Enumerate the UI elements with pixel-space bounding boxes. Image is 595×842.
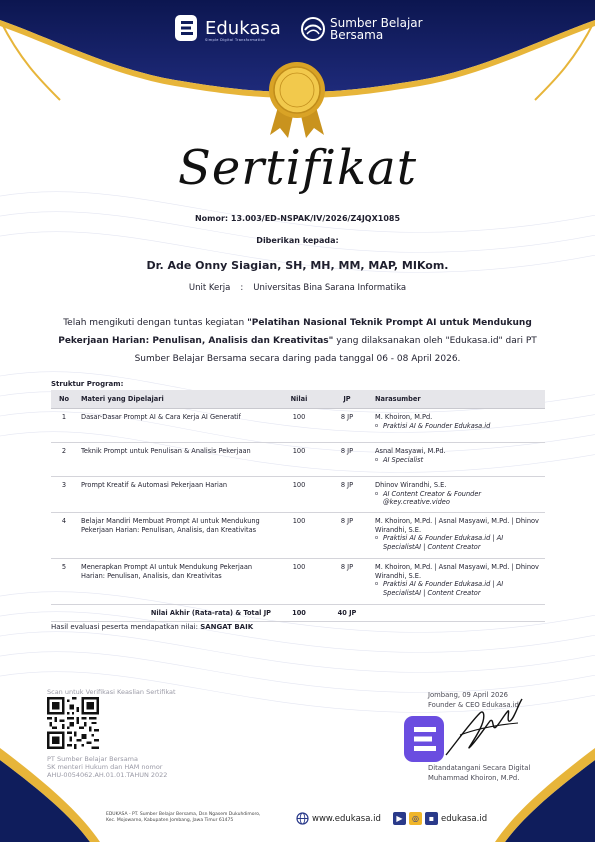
qr-code-icon[interactable] — [47, 697, 99, 749]
total-jp: 40 JP — [323, 605, 371, 622]
row-nilai: 100 — [275, 443, 323, 477]
narasumber-role: o Praktisi AI & Founder Edukasa.id | AI SpecialistAI | Content Creator — [375, 580, 541, 597]
address-line-1: EDUKASA - PT. Sumber Belajar Bersama, Dsn Ngasem Dukuhdimoro, — [106, 812, 261, 817]
row-narasumber — [371, 559, 545, 605]
table-row — [51, 443, 545, 477]
narasumber-role: o Praktisi AI & Founder Edukasa.id — [375, 422, 541, 431]
row-materi: Belajar Mandiri Membuat Prompt AI untuk Mendukung Pekerjaan Harian: Penulisan, Analisis, dan Kreativitas — [77, 513, 275, 559]
total-spacer — [51, 605, 77, 622]
youtube-icon[interactable]: ▶ — [393, 812, 406, 825]
narasumber-name: Asnal Masyawi, M.Pd. — [375, 447, 446, 455]
row-nilai: 100 — [275, 559, 323, 605]
sumber-belajar-logo-icon — [300, 16, 326, 42]
linkedin-icon[interactable]: ▪ — [425, 812, 438, 825]
edukasa-logo-tagline: Simple Digital Transformation — [205, 38, 266, 42]
row-no: 2 — [51, 443, 77, 477]
narasumber-name: M. Khoiron, M.Pd. — [375, 413, 433, 421]
sign-digital-note: Ditandatangani Secara Digital — [428, 764, 531, 772]
recipient-name: Dr. Ade Onny Siagian, SH, MH, MM, MAP, MIKom. — [146, 259, 449, 272]
social-handle[interactable]: edukasa.id — [441, 813, 488, 824]
program-table-header — [51, 390, 545, 409]
description-event-name: "Pelatihan Nasional Teknik Prompt AI untuk Mendukung Pekerjaan Harian: Penulisan, Analisis dan Kreativitas" — [58, 318, 532, 346]
unit-kerja-value: Universitas Bina Sarana Informatika — [253, 283, 407, 293]
edukasa-logo-text: Edukasa — [205, 17, 281, 39]
company-name: PT Sumber Belajar Bersama — [47, 755, 138, 763]
company-info — [47, 755, 167, 779]
narasumber-role: o AI Content Creator & Founder @key.creative.video — [375, 490, 541, 507]
sign-name: Muhammad Khoiron, M.Pd. — [428, 774, 520, 782]
total-label: Nilai Akhir (Rata-rata) & Total JP — [77, 605, 275, 622]
table-row — [51, 409, 545, 443]
col-jp: JP — [323, 390, 371, 409]
col-nilai: Nilai — [275, 390, 323, 409]
narasumber-name: Dhinov Wirandhi, S.E. — [375, 481, 447, 489]
row-nilai: 100 — [275, 513, 323, 559]
total-nilai: 100 — [275, 605, 323, 622]
col-no: No — [51, 390, 77, 409]
company-ahu: AHU-0054062.AH.01.01.TAHUN 2022 — [47, 771, 168, 779]
program-table — [51, 390, 545, 622]
evaluation-value: SANGAT BAIK — [200, 623, 254, 631]
certificate-description — [50, 314, 545, 368]
globe-icon — [296, 812, 309, 825]
table-row — [51, 559, 545, 605]
row-materi: Prompt Kreatif & Automasi Pekerjaan Harian — [77, 477, 275, 513]
row-jp: 8 JP — [323, 409, 371, 443]
total-empty — [371, 605, 545, 622]
narasumber-name: M. Khoiron, M.Pd. | Asnal Masyawi, M.Pd. | Dhinov Wirandhi, S.E. — [375, 563, 539, 580]
footer-social[interactable] — [393, 812, 487, 825]
website-text[interactable]: www.edukasa.id — [312, 813, 381, 824]
row-nilai: 100 — [275, 409, 323, 443]
narasumber-name: M. Khoiron, M.Pd. | Asnal Masyawi, M.Pd. | Dhinov Wirandhi, S.E. — [375, 517, 539, 534]
table-total-row — [51, 605, 545, 622]
scan-verification-text: Scan untuk Verifikasi Keaslian Sertifikat — [47, 688, 176, 696]
row-jp: 8 JP — [323, 443, 371, 477]
row-jp: 8 JP — [323, 559, 371, 605]
program-heading: Struktur Program: — [51, 380, 124, 388]
medal-icon — [269, 62, 325, 118]
row-no: 5 — [51, 559, 77, 605]
col-narasumber: Narasumber — [371, 390, 545, 409]
certificate-title: Sertifikat — [178, 140, 417, 196]
table-row — [51, 513, 545, 559]
row-narasumber — [371, 409, 545, 443]
row-jp: 8 JP — [323, 477, 371, 513]
row-materi: Teknik Prompt untuk Penulisan & Analisis Pekerjaan — [77, 443, 275, 477]
sign-position: Founder & CEO Edukasa.id — [428, 701, 519, 709]
row-jp: 8 JP — [323, 513, 371, 559]
unit-kerja — [0, 283, 595, 293]
col-materi: Materi yang Dipelajari — [77, 390, 275, 409]
row-narasumber — [371, 443, 545, 477]
edukasa-logo — [174, 14, 281, 42]
row-narasumber — [371, 513, 545, 559]
row-nilai: 100 — [275, 477, 323, 513]
row-materi: Menerapkan Prompt AI untuk Mendukung Pekerjaan Harian: Penulisan, Analisis, dan Kreativitas — [77, 559, 275, 605]
sumber-belajar-logo — [300, 16, 423, 42]
handwritten-signature — [440, 695, 525, 765]
row-materi: Dasar-Dasar Prompt AI & Cara Kerja AI Generatif — [77, 409, 275, 443]
row-no: 4 — [51, 513, 77, 559]
table-row — [51, 477, 545, 513]
row-narasumber — [371, 477, 545, 513]
row-no: 3 — [51, 477, 77, 513]
unit-kerja-separator: : — [240, 283, 244, 293]
address-line-2: Kec. Mojowarno, Kabupaten Jombang, Jawa Timur 61475 — [106, 818, 234, 823]
evaluation-label: Hasil evaluasi peserta mendapatkan nilai: — [51, 623, 201, 631]
description-intro: Telah mengikuti dengan tuntas kegiatan — [63, 318, 248, 328]
sumber-belajar-line2: Bersama — [330, 28, 384, 42]
instagram-icon[interactable]: ◎ — [409, 812, 422, 825]
sumber-belajar-line1: Sumber Belajar — [330, 16, 423, 30]
certificate-number: Nomor: 13.003/ED-NSPAK/IV/2026/Z4JQX1085 — [194, 214, 401, 223]
description-outro: yang dilaksanakan oleh "Edukasa.id" dari PT Sumber Belajar Bersama secara daring pada tanggal 06 - 08 April 2026. — [134, 336, 537, 364]
evaluation-result — [51, 623, 253, 631]
unit-kerja-label: Unit Kerja — [188, 283, 231, 293]
header-logos — [0, 14, 595, 54]
given-to-label: Diberikan kepada: — [256, 236, 339, 245]
sign-place-date: Jombang, 09 April 2026 — [428, 691, 509, 699]
company-sk: SK menteri Hukum dan HAM nomor — [47, 763, 163, 771]
footer-website[interactable] — [296, 812, 381, 825]
signature-footer — [428, 763, 530, 783]
footer-address — [106, 812, 260, 824]
row-no: 1 — [51, 409, 77, 443]
narasumber-role: o Praktisi AI & Founder Edukasa.id | AI SpecialistAI | Content Creator — [375, 534, 541, 551]
narasumber-role: o AI Specialist — [375, 456, 541, 465]
edukasa-logo-icon — [174, 14, 200, 42]
